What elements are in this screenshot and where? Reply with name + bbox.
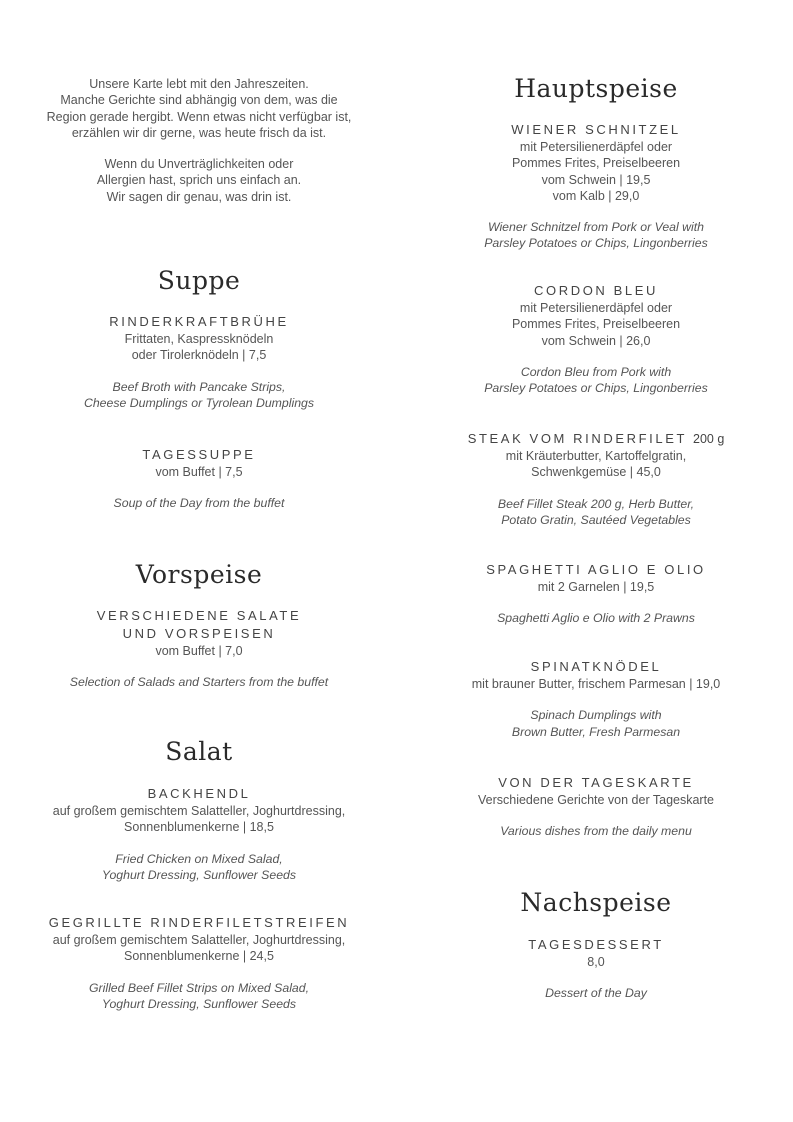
item-translation: Beef Broth with Pancake Strips, Cheese Dumplings or Tyrolean Dumplings (83, 379, 315, 410)
menu-item (416, 121, 776, 252)
item-name: BACKHENDL (147, 786, 251, 801)
item-translation: Grilled Beef Fillet Strips on Mixed Salad, Yoghurt Dressing, Sunflower Seeds (88, 980, 310, 1011)
allergy-note: Wenn du Unverträglichkeiten oder Allergien hast, sprich uns einfach an. Wir sagen dir genau, was drin ist. (96, 157, 302, 204)
menu-item (18, 313, 380, 411)
item-description: mit Petersilienerdäpfel oder Pommes Frites, Preiselbeeren vom Schwein | 19,5 vom Kalb | 29,0 (511, 140, 681, 203)
item-description: Verschiedene Gerichte von der Tageskarte (477, 793, 715, 807)
item-translation: Spinach Dumplings with Brown Butter, Fresh Parmesan (511, 708, 681, 739)
menu-item (416, 282, 776, 396)
section-title-salat: Salat (165, 737, 233, 766)
item-name: TAGESSUPPE (142, 447, 256, 462)
item-description: mit brauner Butter, frischem Parmesan | 19,0 (471, 677, 721, 691)
menu-item (416, 936, 776, 1002)
item-description: auf großem gemischtem Salatteller, Joghurtdressing, Sonnenblumenkerne | 18,5 (52, 804, 346, 835)
menu-item (18, 446, 380, 512)
intro-paragraph: Unsere Karte lebt mit den Jahreszeiten. Manche Gerichte sind abhängig von dem, was die Region gerade hergibt. Wenn etwas nicht verfügbar ist, erzählen wir dir gerne, was heute frisch da ist. (46, 77, 352, 140)
item-name: TAGESDESSERT (528, 937, 664, 952)
item-name: RINDERKRAFTBRÜHE (109, 314, 289, 329)
section-title-vorspeise: Vorspeise (135, 560, 263, 589)
item-translation: Fried Chicken on Mixed Salad, Yoghurt Dressing, Sunflower Seeds (101, 851, 297, 882)
intro-text (18, 76, 380, 220)
item-name: SPINATKNÖDEL (530, 659, 662, 674)
menu-item (416, 774, 776, 840)
item-translation: Wiener Schnitzel from Pork or Veal with Parsley Potatoes or Chips, Lingonberries (484, 220, 708, 251)
item-translation: Beef Fillet Steak 200 g, Herb Butter, Potato Gratin, Sautéed Vegetables (497, 496, 695, 527)
menu-item (18, 607, 380, 691)
item-description: Frittaten, Kaspressknödeln oder Tirolerknödeln | 7,5 (124, 332, 274, 363)
item-name: WIENER SCHNITZEL (511, 122, 681, 137)
item-weight: 200 g (693, 432, 725, 446)
item-translation: Various dishes from the daily menu (500, 824, 692, 839)
item-description: vom Buffet | 7,5 (155, 465, 243, 479)
item-description: vom Buffet | 7,0 (155, 644, 243, 658)
menu-item (18, 914, 380, 1012)
menu-item (416, 561, 776, 627)
item-name-text: STEAK VOM RINDERFILET (467, 431, 687, 446)
item-description: 8,0 (587, 955, 605, 969)
menu-item (416, 430, 776, 528)
menu-item (416, 658, 776, 740)
section-title-suppe: Suppe (157, 266, 241, 295)
section-title-nachspeise: Nachspeise (520, 888, 672, 917)
item-name: GEGRILLTE RINDERFILETSTREIFEN (48, 915, 350, 930)
item-translation: Spaghetti Aglio e Olio with 2 Prawns (497, 611, 695, 626)
item-translation: Cordon Bleu from Pork with Parsley Potatoes or Chips, Lingonberries (484, 364, 708, 396)
item-description: mit Petersilienerdäpfel oder Pommes Frites, Preiselbeeren vom Schwein | 26,0 (511, 301, 681, 348)
item-name: VERSCHIEDENE SALATE UND VORSPEISEN (96, 608, 302, 641)
item-translation: Dessert of the Day (545, 986, 647, 1001)
item-description: mit Kräuterbutter, Kartoffelgratin, Schwenkgemüse | 45,0 (505, 449, 687, 480)
item-description: auf großem gemischtem Salatteller, Joghurtdressing, Sonnenblumenkerne | 24,5 (52, 933, 346, 964)
item-translation: Soup of the Day from the buffet (113, 496, 285, 511)
item-name: SPAGHETTI AGLIO E OLIO (486, 562, 706, 577)
item-translation: Selection of Salads and Starters from the buffet (69, 675, 329, 690)
item-name: VON DER TAGESKARTE (498, 775, 694, 790)
item-description: mit 2 Garnelen | 19,5 (537, 580, 655, 594)
section-title-hauptspeise: Hauptspeise (514, 74, 678, 103)
item-name (416, 430, 776, 448)
menu-item (18, 785, 380, 883)
item-name: CORDON BLEU (534, 283, 658, 298)
